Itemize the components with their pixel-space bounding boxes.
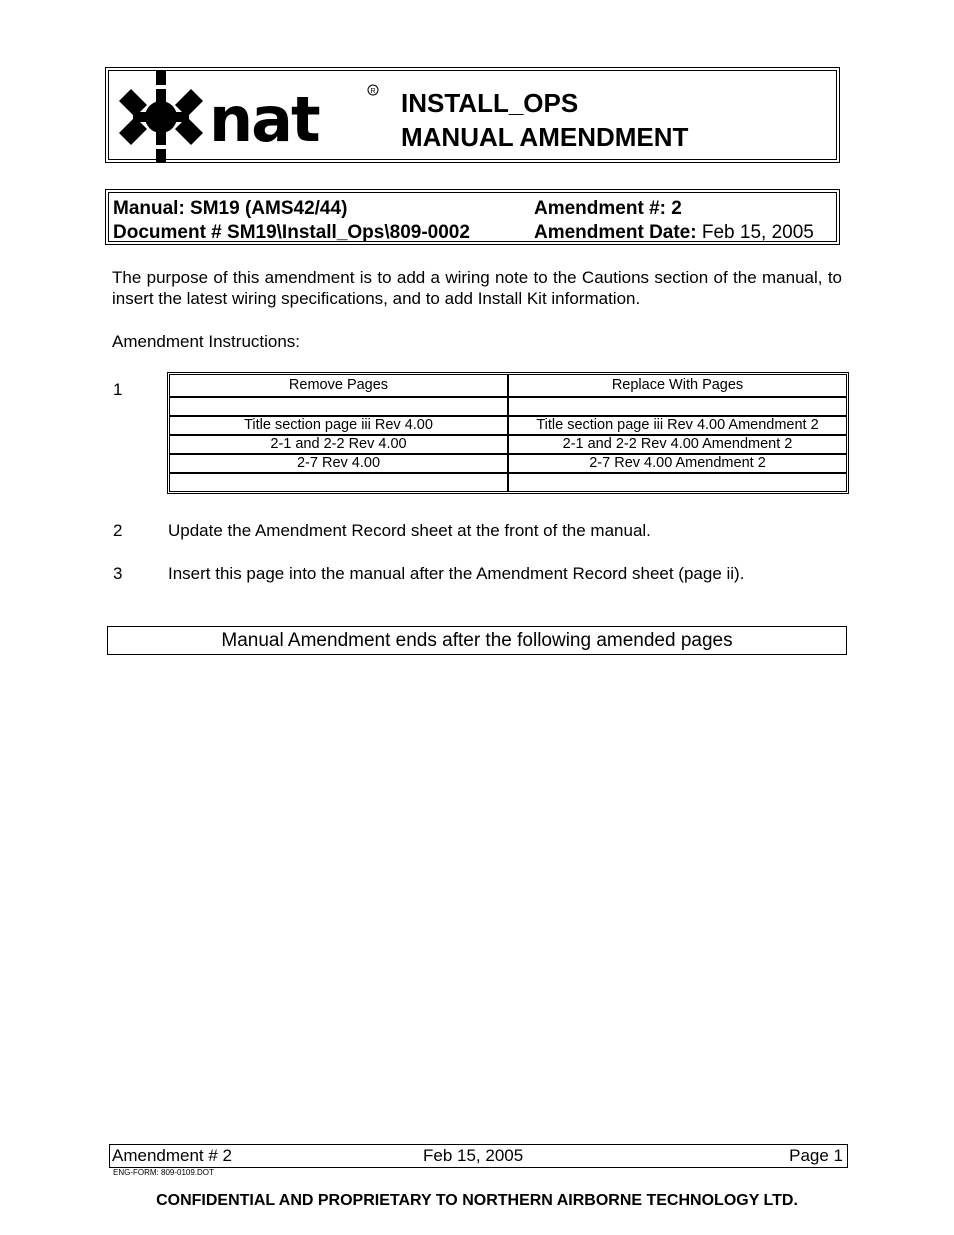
header-inner-border [108, 70, 837, 160]
svg-text:R: R [370, 88, 376, 95]
footer-amendment: Amendment # 2 [112, 1146, 233, 1165]
registered-mark-icon [368, 85, 378, 95]
amendment-date-value: Feb 15, 2005 [701, 222, 814, 243]
purpose-paragraph: The purpose of this amendment is to add a wiring note to the Cautions section of the manual, to insert the latest wiring specifications, and to add Install Kit information. [112, 268, 842, 308]
column-header-replace: Replace With Pages [508, 374, 847, 397]
table-cell [169, 473, 508, 492]
star-logo-icon [119, 71, 203, 163]
title-line-1: INSTALL_OPS [401, 88, 579, 118]
manual-label: Manual: SM19 (AMS42/44) [113, 198, 348, 219]
manual-info-inner [108, 192, 837, 242]
step-1-number: 1 [113, 380, 123, 399]
document-label: Document # SM19\Install_Ops\809-0002 [113, 222, 470, 243]
table-row [169, 397, 847, 416]
column-header-remove: Remove Pages [169, 374, 508, 397]
table-cell: 2-7 Rev 4.00 Amendment 2 [508, 454, 847, 473]
table-cell [508, 397, 847, 416]
step-2-number: 2 [113, 521, 123, 540]
table-cell [169, 397, 508, 416]
instructions-heading: Amendment Instructions: [112, 332, 301, 351]
step-2-text: Update the Amendment Record sheet at the front of the manual. [168, 521, 651, 540]
table-row [169, 454, 847, 473]
table-row [169, 416, 847, 435]
form-code: ENG-FORM: 809-0109.DOT [113, 1168, 214, 1177]
footer-date: Feb 15, 2005 [423, 1146, 524, 1165]
amendment-date [534, 221, 814, 244]
table-cell: 2-7 Rev 4.00 [169, 454, 508, 473]
table-row [169, 435, 847, 454]
confidential-notice: CONFIDENTIAL AND PROPRIETARY TO NORTHERN AIRBORNE TECHNOLOGY LTD. [156, 1192, 798, 1209]
footer-box [109, 1144, 848, 1168]
manual-info-box [105, 189, 840, 245]
amendment-number: Amendment #: 2 [534, 198, 682, 219]
table-cell: Title section page iii Rev 4.00 [169, 416, 508, 435]
header-box [105, 67, 840, 163]
footer-page-number: Page 1 [789, 1146, 843, 1165]
table-cell: 2-1 and 2-2 Rev 4.00 Amendment 2 [508, 435, 847, 454]
table-cell [508, 473, 847, 492]
title-line-2: MANUAL AMENDMENT [401, 122, 689, 152]
step-3-number: 3 [113, 564, 123, 583]
pages-table [167, 372, 849, 494]
nat-logo [117, 71, 387, 163]
table-cell: 2-1 and 2-2 Rev 4.00 [169, 435, 508, 454]
amendment-ends-note: Manual Amendment ends after the following amended pages [107, 626, 847, 655]
table-row [169, 473, 847, 492]
logo-wordmark: nat [209, 83, 319, 156]
table-cell: Title section page iii Rev 4.00 Amendment 2 [508, 416, 847, 435]
amendment-date-label: Amendment Date: [534, 222, 697, 243]
table-header-row [169, 374, 847, 397]
step-3-text: Insert this page into the manual after the Amendment Record sheet (page ii). [168, 564, 745, 583]
